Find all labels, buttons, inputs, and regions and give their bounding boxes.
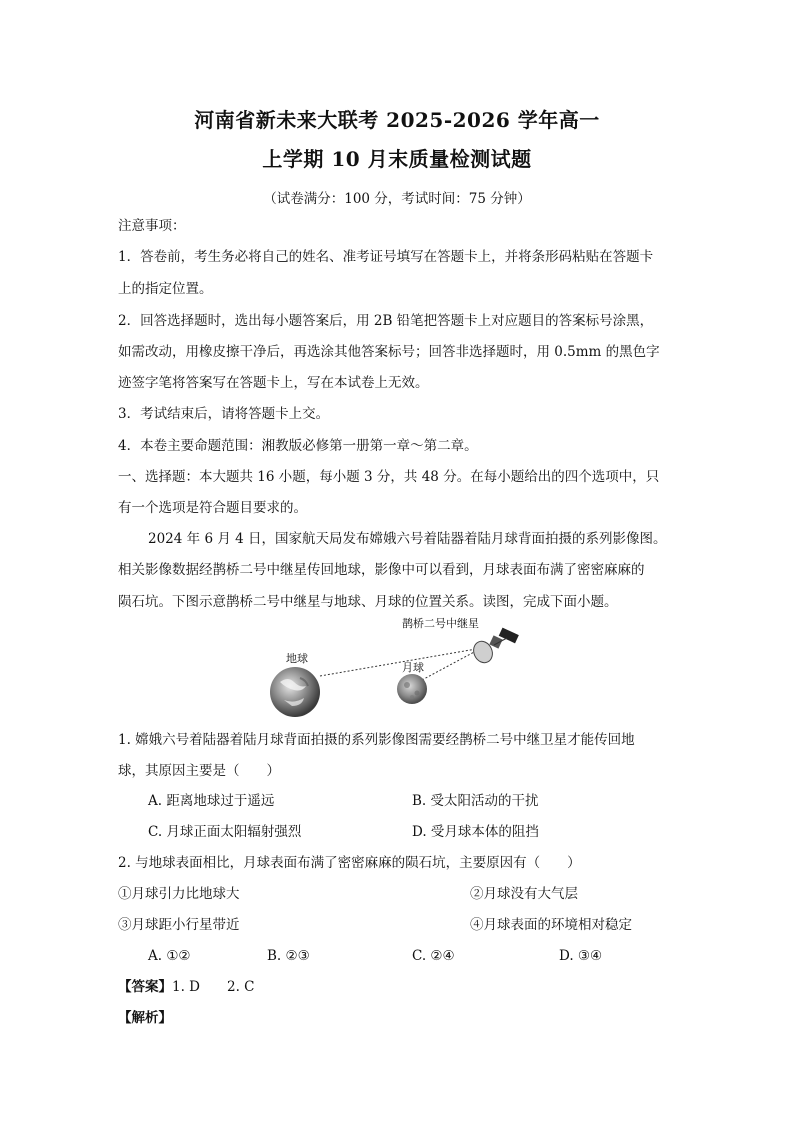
moon-satellite-link (422, 651, 476, 680)
q2-option-c: C. ②④ (412, 948, 455, 964)
answer-line (118, 978, 255, 996)
notice-item-4: 4．本卷主要命题范围：湘教版必修第一册第一章～第二章。 (118, 438, 478, 454)
notice-item-2-line-1: 2．回答选择题时，选出每小题答案后，用 2B 铅笔把答题卡上对应题目的答案标号涂黑， (118, 313, 654, 329)
passage-line-3: 陨石坑。下图示意鹊桥二号中继星与地球、月球的位置关系。读图，完成下面小题。 (118, 594, 618, 610)
notice-item-3: 3．考试结束后，请将答题卡上交。 (118, 406, 330, 422)
earth-image (270, 667, 320, 717)
notice-item-1-line-2: 上的指定位置。 (118, 281, 213, 297)
exam-info: （试卷满分：100 分，考试时间：75 分钟） (263, 191, 531, 207)
q1-option-a: A. 距离地球过于遥远 (148, 793, 275, 809)
q2-statement-4: ④月球表面的环境相对稳定 (470, 917, 632, 933)
document-title-line1: 河南省新未来大联考 2025-2026 学年高一 (194, 108, 600, 132)
q1-option-b: B. 受太阳活动的干扰 (412, 793, 539, 809)
relay-satellite-icon (470, 628, 519, 666)
document-title-line2: 上学期 10 月末质量检测试题 (262, 147, 532, 171)
q2-option-a: A. ①② (148, 948, 191, 964)
answer-text: 1. D 2. C (172, 979, 255, 995)
q2-option-b: B. ②③ (267, 948, 310, 964)
q2-stem: 2. 与地球表面相比，月球表面布满了密密麻麻的陨石坑，主要原因有（ ） (118, 855, 581, 871)
passage-line-2: 相关影像数据经鹊桥二号中继星传回地球，影像中可以看到，月球表面布满了密密麻麻的 (118, 562, 645, 578)
section-1-heading-line-2: 有一个选项是符合题目要求的。 (118, 500, 307, 516)
notice-item-1-line-1: 1．答卷前，考生务必将自己的姓名、准考证号填写在答题卡上，并将条形码粘贴在答题卡 (118, 249, 654, 265)
q1-stem-line-2: 球，其原因主要是（ ） (118, 763, 280, 779)
answer-label: 【答案】 (118, 979, 172, 995)
q2-statement-2: ②月球没有大气层 (470, 886, 578, 902)
q1-option-c: C. 月球正面太阳辐射强烈 (148, 824, 302, 840)
earth-satellite-link (320, 649, 476, 676)
notice-heading: 注意事项： (118, 218, 186, 234)
notice-item-2-line-3: 迹签字笔将答案写在答题卡上，写在本试卷上无效。 (118, 375, 429, 391)
passage-line-1: 2024 年 6 月 4 日，国家航天局发布嫦娥六号着陆器着陆月球背面拍摄的系列影像图。 (148, 531, 667, 547)
relay-satellite-figure (262, 612, 532, 722)
section-1-heading-line-1: 一、选择题：本大题共 16 小题，每小题 3 分，共 48 分。在每小题给出的四个选项中，只 (118, 469, 660, 485)
moon-label: 月球 (402, 661, 424, 674)
q2-statement-3: ③月球距小行星带近 (118, 917, 240, 933)
satellite-label: 鹊桥二号中继星 (402, 617, 479, 630)
q1-stem-line-1: 1. 嫦娥六号着陆器着陆月球背面拍摄的系列影像图需要经鹊桥二号中继卫星才能传回地 (118, 732, 635, 748)
q2-option-d: D. ③④ (559, 948, 603, 964)
analysis-label: 【解析】 (118, 1010, 172, 1026)
q2-statement-1: ①月球引力比地球大 (118, 886, 240, 902)
earth-label: 地球 (286, 652, 308, 665)
notice-item-2-line-2: 如需改动，用橡皮擦干净后，再选涂其他答案标号；回答非选择题时，用 0.5mm 的黑色字 (118, 344, 660, 360)
moon-image (397, 674, 427, 704)
q1-option-d: D. 受月球本体的阻挡 (412, 824, 539, 840)
